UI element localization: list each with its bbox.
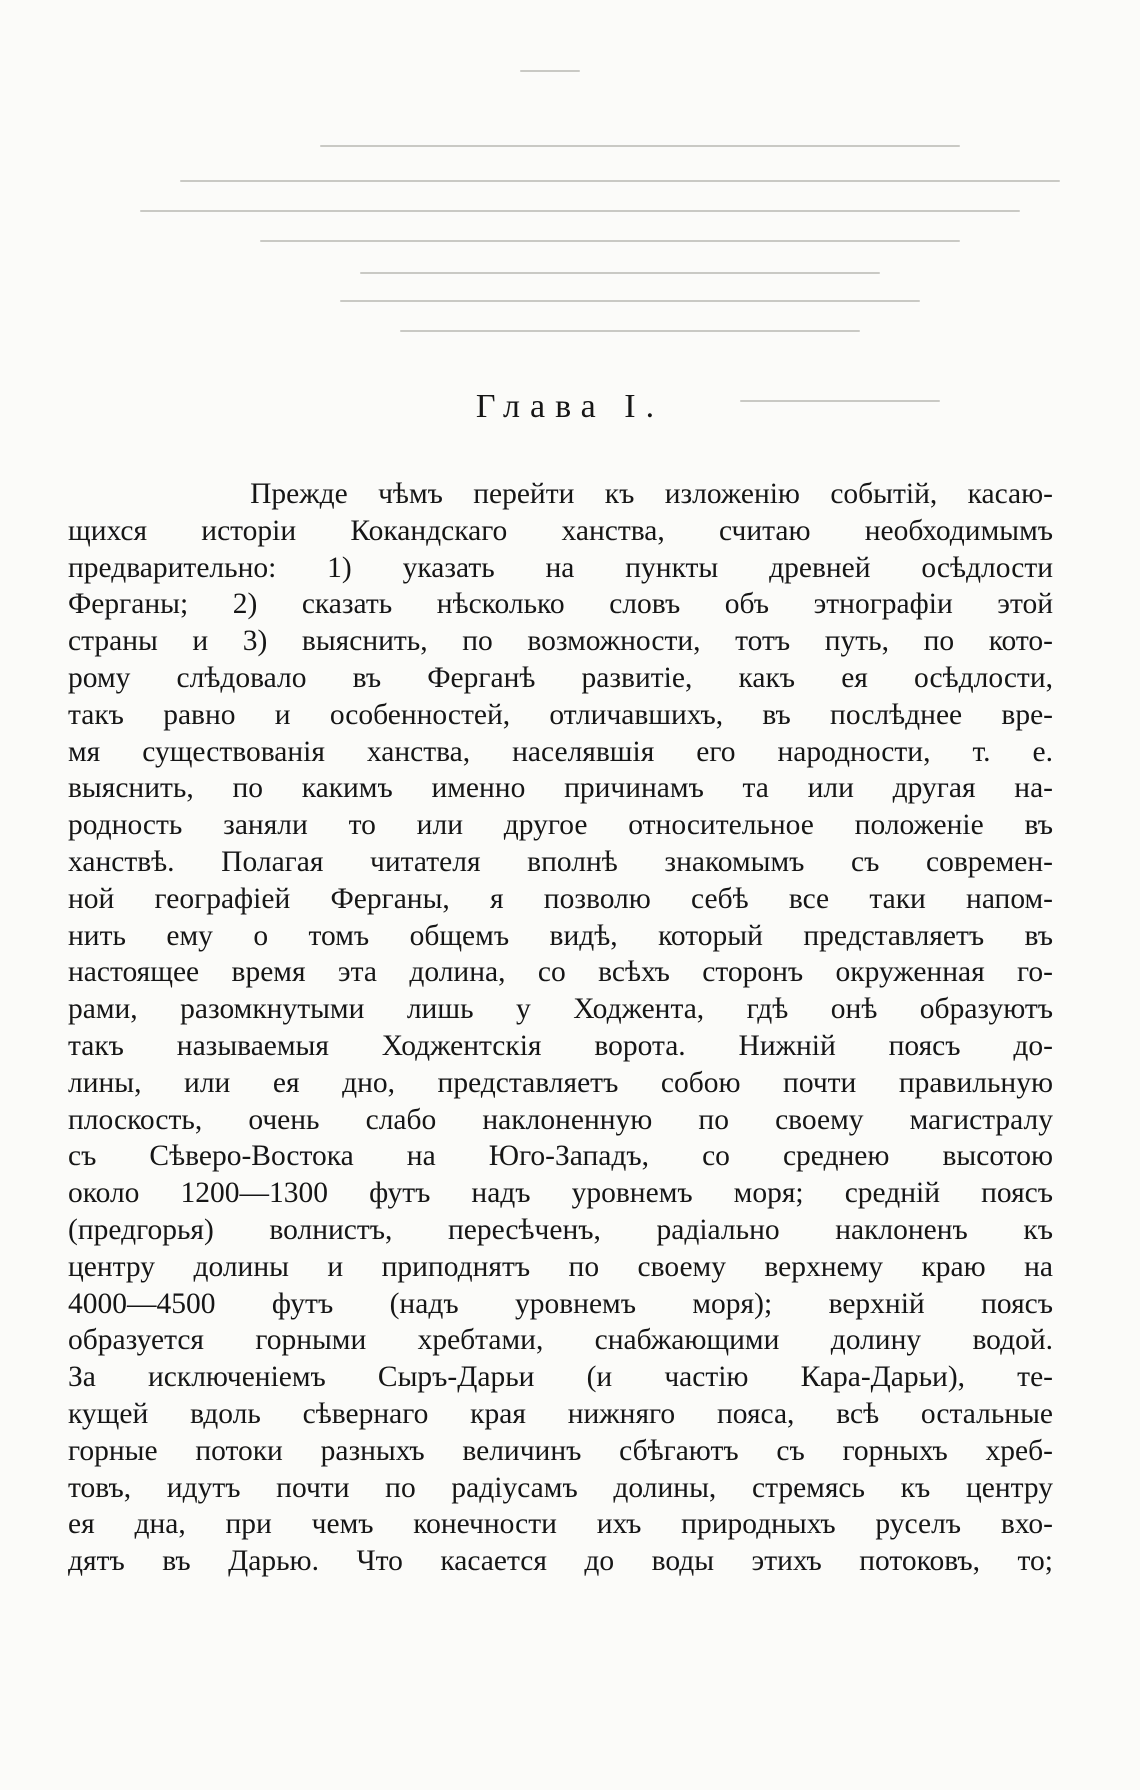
text-line: съ Сѣверо-Востока на Юго-Западъ, со среднею высотою: [68, 1140, 1053, 1173]
text-line: родность заняли то или другое относительное положеніе въ: [68, 809, 1053, 842]
text-line: около 1200—1300 футъ надъ уровнемъ моря; средній поясъ: [68, 1177, 1053, 1210]
text-line: нить ему о томъ общемъ видѣ, который представляетъ въ: [68, 919, 1053, 952]
text-line: ной географіей Ферганы, я позволю себѣ все таки напом-: [68, 882, 1053, 915]
text-line: (предгорья) волнистъ, пересѣченъ, радіально наклоненъ къ: [68, 1213, 1053, 1246]
text-line: центру долины и приподнятъ по своему верхнему краю на: [68, 1250, 1053, 1283]
text-line: настоящее время эта долина, со всѣхъ сторонъ окруженная го-: [68, 956, 1053, 989]
text-line: плоскость, очень слабо наклоненную по своему магистралу: [68, 1103, 1053, 1136]
text-line: лины, или ея дно, представляетъ собою почти правильную: [68, 1066, 1053, 1099]
text-line: дятъ въ Дарью. Что касается до воды этихъ потоковъ, то;: [68, 1545, 1053, 1578]
text-line: 4000—4500 футъ (надъ уровнемъ моря); верхній поясъ: [68, 1287, 1053, 1320]
text-line: рому слѣдовало въ Ферганѣ развитіе, какъ ея осѣдлости,: [68, 661, 1053, 694]
text-line: Ферганы; 2) сказать нѣсколько словъ объ этнографіи этой: [68, 588, 1053, 621]
text-line: щихся исторіи Кокандскаго ханства, считаю необходимымъ: [68, 514, 1053, 547]
text-line: мя существованія ханства, населявшія его народности, т. е.: [68, 735, 1053, 768]
text-line: ханствѣ. Полагая читателя вполнѣ знакомымъ съ современ-: [68, 845, 1053, 878]
text-line: горные потоки разныхъ величинъ сбѣгаютъ съ горныхъ хреб-: [68, 1434, 1053, 1467]
text-line: предварительно: 1) указать на пункты древней осѣдлости: [68, 551, 1053, 584]
bleed-through-marks: [180, 60, 1080, 440]
text-line: такъ называемыя Ходжентскія ворота. Нижній поясъ до-: [68, 1029, 1053, 1062]
text-line: рами, разомкнутыми лишь у Ходжента, гдѣ онѣ образуютъ: [68, 993, 1053, 1026]
text-line: страны и 3) выяснить, по возможности, тотъ путь, по кото-: [68, 625, 1053, 658]
text-line: выяснить, по какимъ именно причинамъ та или другая на-: [68, 772, 1053, 805]
text-line: кущей вдоль сѣвернаго края нижняго пояса, всѣ остальные: [68, 1397, 1053, 1430]
text-line: За исключеніемъ Сыръ-Дарьи (и частію Кара-Дарьи), те-: [68, 1361, 1053, 1394]
text-line: Прежде чѣмъ перейти къ изложенію событій, касаю-: [68, 478, 1053, 510]
chapter-paragraph: [68, 476, 1053, 1580]
text-line: ея дна, при чемъ конечности ихъ природныхъ руселъ вхо-: [68, 1508, 1053, 1541]
text-line: такъ равно и особенностей, отличавшихъ, въ послѣднее вре-: [68, 698, 1053, 731]
text-line: образуется горными хребтами, снабжающими долину водой.: [68, 1324, 1053, 1357]
chapter-heading: Глава I.: [475, 388, 665, 425]
text-line: товъ, идутъ почти по радіусамъ долины, стремясь къ центру: [68, 1471, 1053, 1504]
